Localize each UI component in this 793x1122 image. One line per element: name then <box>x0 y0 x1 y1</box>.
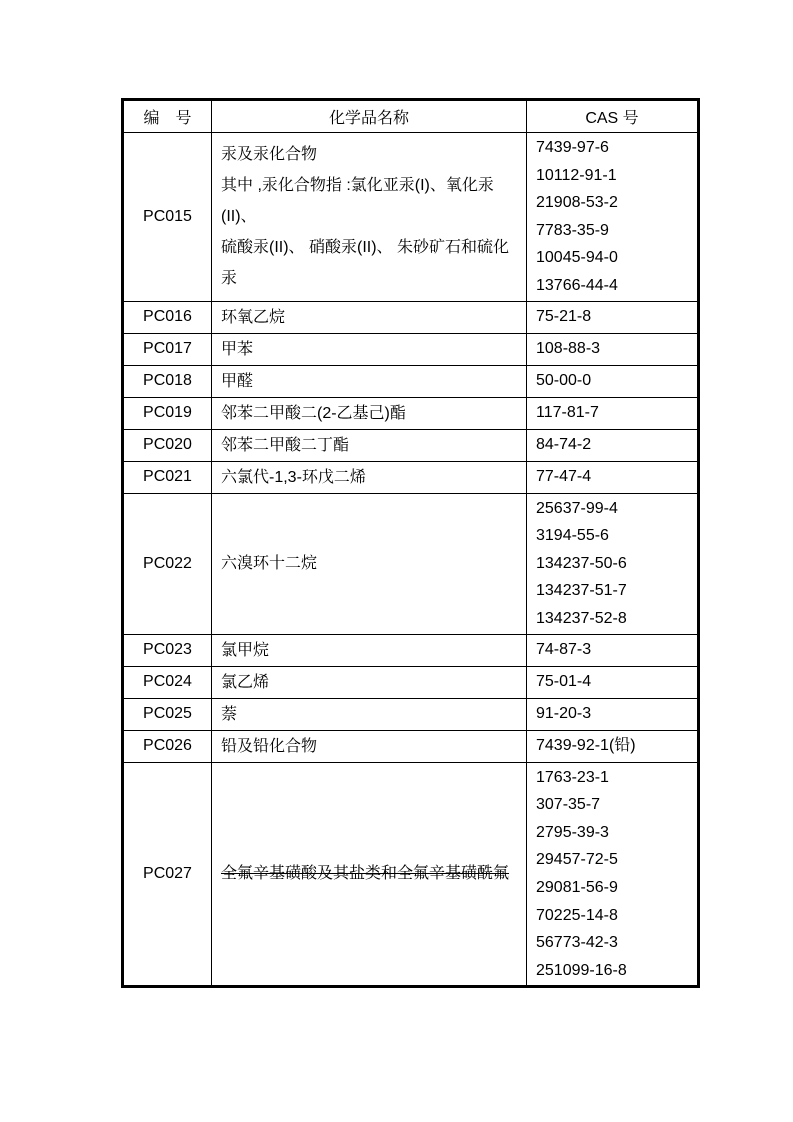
row-name-cell <box>212 634 527 666</box>
cas-number: 3194-55-6 <box>536 527 609 545</box>
cas-number: 7439-92-1(铅) <box>536 737 636 755</box>
row-cas-cell <box>527 493 699 634</box>
row-code-cell: PC016 <box>123 301 212 333</box>
row-name-cell <box>212 333 527 365</box>
chemical-name-line: 环氧乙烷 <box>221 308 286 326</box>
cas-number: 74-87-3 <box>536 641 592 659</box>
row-cas-cell <box>527 698 699 730</box>
row-cas-cell <box>527 333 699 365</box>
table-row <box>123 493 699 634</box>
row-code-cell: PC021 <box>123 461 212 493</box>
chemical-name-line: 邻苯二甲酸二丁酯 <box>221 436 350 454</box>
row-name-cell <box>212 429 527 461</box>
table-row <box>123 301 699 333</box>
header-chemical-name: 化学品名称 <box>212 100 527 133</box>
table-row <box>123 762 699 987</box>
row-code-cell: PC023 <box>123 634 212 666</box>
chemicals-table <box>121 98 700 988</box>
row-cas-cell <box>527 429 699 461</box>
table-row <box>123 666 699 698</box>
table-row <box>123 333 699 365</box>
cas-number: 91-20-3 <box>536 705 592 723</box>
row-code-cell: PC019 <box>123 397 212 429</box>
chemical-name-line: 全氟辛基磺酸及其盐类和全氟辛基磺酰氟 <box>221 865 510 883</box>
row-code-cell: PC020 <box>123 429 212 461</box>
chemical-name-line: 六溴环十二烷 <box>221 555 318 573</box>
cas-number: 251099-16-8 <box>536 961 627 979</box>
row-name-cell <box>212 666 527 698</box>
cas-number: 307-35-7 <box>536 796 601 814</box>
chemical-name-line: 氯甲烷 <box>221 641 270 659</box>
row-code-cell: PC015 <box>123 133 212 302</box>
chemical-name-line: 甲醛 <box>221 372 254 390</box>
chemical-name-line: 氯乙烯 <box>221 673 270 691</box>
header-code: 编 号 <box>123 100 212 133</box>
row-name-cell <box>212 493 527 634</box>
chemical-name-line: 其中 ,汞化合物指 :氯化亚汞(I)、氧化汞(II)、 <box>221 177 494 226</box>
cas-number: 134237-52-8 <box>536 609 627 627</box>
row-code-cell: PC022 <box>123 493 212 634</box>
table-row <box>123 365 699 397</box>
chemical-name-line: 汞及汞化合物 <box>221 146 318 164</box>
table-row <box>123 730 699 762</box>
cas-number: 117-81-7 <box>536 404 599 422</box>
cas-number: 50-00-0 <box>536 372 592 390</box>
cas-number: 10112-91-1 <box>536 166 617 184</box>
chemical-name-line: 硫酸汞(II)、 硝酸汞(II)、 朱砂矿石和硫化汞 <box>221 239 509 288</box>
cas-number: 108-88-3 <box>536 340 601 358</box>
row-code-cell: PC026 <box>123 730 212 762</box>
cas-number: 134237-51-7 <box>536 582 627 600</box>
chemical-name-line: 甲苯 <box>221 340 254 358</box>
cas-number: 56773-42-3 <box>536 934 618 952</box>
row-code-cell: PC017 <box>123 333 212 365</box>
cas-number: 7439-97-6 <box>536 139 609 156</box>
row-code-cell: PC018 <box>123 365 212 397</box>
chemical-name-line: 铅及铅化合物 <box>221 737 318 755</box>
row-name-cell <box>212 762 527 987</box>
row-cas-cell <box>527 730 699 762</box>
cas-number: 77-47-4 <box>536 468 592 486</box>
table-header-row <box>123 100 699 133</box>
row-code-cell: PC025 <box>123 698 212 730</box>
cas-number: 29457-72-5 <box>536 851 618 869</box>
table-row <box>123 461 699 493</box>
cas-number: 75-01-4 <box>536 673 592 691</box>
table-row <box>123 133 699 302</box>
table-row <box>123 634 699 666</box>
chemical-name-line: 六氯代-1,3-环戊二烯 <box>221 468 366 486</box>
row-cas-cell <box>527 666 699 698</box>
row-cas-cell <box>527 301 699 333</box>
table-row <box>123 397 699 429</box>
row-code-cell: PC027 <box>123 762 212 987</box>
cas-number: 13766-44-4 <box>536 276 618 294</box>
chemical-name-line: 萘 <box>221 705 238 723</box>
row-name-cell <box>212 301 527 333</box>
cas-number: 25637-99-4 <box>536 499 618 517</box>
chemical-name-line: 邻苯二甲酸二(2-乙基己)酯 <box>221 404 406 422</box>
cas-number: 10045-94-0 <box>536 249 618 267</box>
row-name-cell <box>212 461 527 493</box>
cas-number: 2795-39-3 <box>536 823 609 841</box>
row-cas-cell <box>527 634 699 666</box>
row-name-cell <box>212 730 527 762</box>
table-body <box>123 133 699 987</box>
row-cas-cell <box>527 133 699 302</box>
cas-number: 134237-50-6 <box>536 554 627 572</box>
table-row <box>123 698 699 730</box>
cas-number: 1763-23-1 <box>536 768 609 786</box>
row-cas-cell <box>527 762 699 987</box>
row-cas-cell <box>527 365 699 397</box>
row-name-cell <box>212 365 527 397</box>
row-name-cell <box>212 698 527 730</box>
row-cas-cell <box>527 397 699 429</box>
row-code-cell: PC024 <box>123 666 212 698</box>
row-name-cell <box>212 397 527 429</box>
cas-number: 29081-56-9 <box>536 878 618 896</box>
cas-number: 7783-35-9 <box>536 221 609 239</box>
table-row <box>123 429 699 461</box>
cas-number: 21908-53-2 <box>536 194 618 212</box>
cas-number: 70225-14-8 <box>536 906 618 924</box>
cas-number: 84-74-2 <box>536 436 592 454</box>
row-name-cell <box>212 133 527 302</box>
header-cas-number: CAS 号 <box>527 100 699 133</box>
cas-number: 75-21-8 <box>536 308 592 326</box>
row-cas-cell <box>527 461 699 493</box>
